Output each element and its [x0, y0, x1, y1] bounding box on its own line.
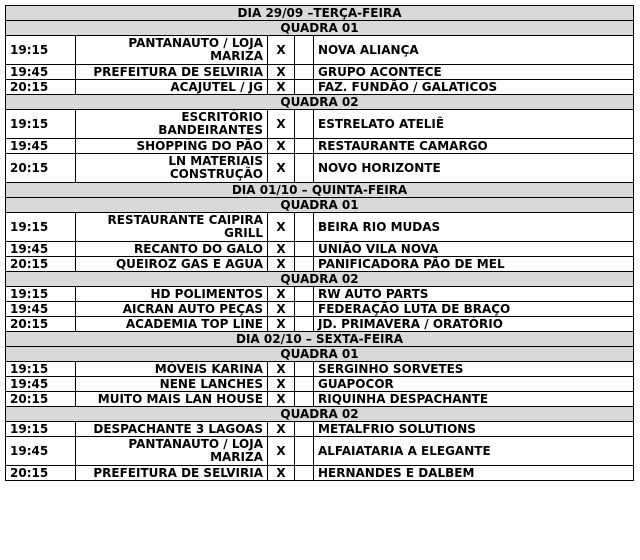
game-time: 20:15 — [6, 466, 76, 481]
court-header: QUADRA 01 — [6, 21, 634, 36]
spacer-cell — [295, 257, 314, 272]
day-header: DIA 01/10 – QUINTA-FEIRA — [6, 183, 634, 198]
away-team: RW AUTO PARTS — [314, 287, 634, 302]
schedule-body — [6, 6, 634, 481]
game-time: 19:45 — [6, 437, 76, 466]
game-row — [6, 154, 634, 183]
game-row — [6, 466, 634, 481]
home-team: RECANTO DO GALO — [76, 242, 268, 257]
game-time: 20:15 — [6, 257, 76, 272]
game-time: 19:45 — [6, 302, 76, 317]
game-row — [6, 139, 634, 154]
versus-mark: X — [268, 362, 295, 377]
away-team: ESTRELATO ATELIÊ — [314, 110, 634, 139]
court-header: QUADRA 01 — [6, 198, 634, 213]
versus-mark: X — [268, 317, 295, 332]
away-team: UNIÃO VILA NOVA — [314, 242, 634, 257]
versus-mark: X — [268, 422, 295, 437]
game-row — [6, 392, 634, 407]
away-team: GUAPOCOR — [314, 377, 634, 392]
game-time: 19:45 — [6, 139, 76, 154]
versus-mark: X — [268, 154, 295, 183]
court-header-row — [6, 21, 634, 36]
game-row — [6, 302, 634, 317]
versus-mark: X — [268, 302, 295, 317]
home-team: ESCRITÓRIO BANDEIRANTES — [76, 110, 268, 139]
away-team: METALFRIO SOLUTIONS — [314, 422, 634, 437]
spacer-cell — [295, 466, 314, 481]
game-time: 19:15 — [6, 110, 76, 139]
home-team: MÓVEIS KARINA — [76, 362, 268, 377]
home-team: SHOPPING DO PÃO — [76, 139, 268, 154]
versus-mark: X — [268, 139, 295, 154]
game-row — [6, 362, 634, 377]
court-header: QUADRA 02 — [6, 272, 634, 287]
home-team: HD POLIMENTOS — [76, 287, 268, 302]
versus-mark: X — [268, 65, 295, 80]
day-header: DIA 02/10 – SEXTA-FEIRA — [6, 332, 634, 347]
game-row — [6, 287, 634, 302]
game-time: 20:15 — [6, 154, 76, 183]
court-header: QUADRA 02 — [6, 407, 634, 422]
spacer-cell — [295, 317, 314, 332]
game-time: 19:15 — [6, 213, 76, 242]
spacer-cell — [295, 422, 314, 437]
away-team: PANIFICADORA PÃO DE MEL — [314, 257, 634, 272]
home-team: ACADEMIA TOP LINE — [76, 317, 268, 332]
game-row — [6, 242, 634, 257]
court-header-row — [6, 95, 634, 110]
away-team: RESTAURANTE CAMARGO — [314, 139, 634, 154]
home-team: AICRAN AUTO PEÇAS — [76, 302, 268, 317]
court-header-row — [6, 272, 634, 287]
game-row — [6, 422, 634, 437]
home-team: ACAJUTEL / JG — [76, 80, 268, 95]
court-header-row — [6, 347, 634, 362]
game-time: 19:15 — [6, 422, 76, 437]
versus-mark: X — [268, 36, 295, 65]
away-team: GRUPO ACONTECE — [314, 65, 634, 80]
game-row — [6, 257, 634, 272]
day-header-row — [6, 332, 634, 347]
home-team: PREFEITURA DE SELVIRIA — [76, 466, 268, 481]
day-header-row — [6, 6, 634, 21]
versus-mark: X — [268, 437, 295, 466]
spacer-cell — [295, 110, 314, 139]
away-team: NOVA ALIANÇA — [314, 36, 634, 65]
spacer-cell — [295, 377, 314, 392]
away-team: FEDERAÇÃO LUTA DE BRAÇO — [314, 302, 634, 317]
spacer-cell — [295, 139, 314, 154]
home-team: QUEIROZ GAS E AGUA — [76, 257, 268, 272]
game-time: 19:45 — [6, 377, 76, 392]
schedule-wrapper — [5, 5, 633, 481]
home-team: LN MATERIAIS CONSTRUÇÃO — [76, 154, 268, 183]
home-team: PANTANAUTO / LOJA MARIZA — [76, 36, 268, 65]
game-row — [6, 317, 634, 332]
versus-mark: X — [268, 392, 295, 407]
court-header: QUADRA 02 — [6, 95, 634, 110]
versus-mark: X — [268, 287, 295, 302]
home-team: MUITO MAIS LAN HOUSE — [76, 392, 268, 407]
court-header: QUADRA 01 — [6, 347, 634, 362]
away-team: NOVO HORIZONTE — [314, 154, 634, 183]
game-time: 19:45 — [6, 65, 76, 80]
game-row — [6, 213, 634, 242]
spacer-cell — [295, 437, 314, 466]
spacer-cell — [295, 242, 314, 257]
spacer-cell — [295, 65, 314, 80]
versus-mark: X — [268, 213, 295, 242]
away-team: FAZ. FUNDÃO / GALATICOS — [314, 80, 634, 95]
versus-mark: X — [268, 466, 295, 481]
spacer-cell — [295, 213, 314, 242]
home-team: DESPACHANTE 3 LAGOAS — [76, 422, 268, 437]
home-team: NENE LANCHES — [76, 377, 268, 392]
spacer-cell — [295, 80, 314, 95]
versus-mark: X — [268, 377, 295, 392]
game-row — [6, 377, 634, 392]
away-team: BEIRA RIO MUDAS — [314, 213, 634, 242]
game-time: 20:15 — [6, 317, 76, 332]
away-team: SERGINHO SORVETES — [314, 362, 634, 377]
home-team: PREFEITURA DE SELVIRIA — [76, 65, 268, 80]
game-time: 19:15 — [6, 287, 76, 302]
game-time: 20:15 — [6, 80, 76, 95]
day-header: DIA 29/09 –TERÇA-FEIRA — [6, 6, 634, 21]
game-row — [6, 65, 634, 80]
court-header-row — [6, 407, 634, 422]
game-row — [6, 110, 634, 139]
game-schedule-table — [5, 5, 634, 481]
home-team: PANTANAUTO / LOJA MARIZA — [76, 437, 268, 466]
game-row — [6, 437, 634, 466]
game-time: 20:15 — [6, 392, 76, 407]
game-row — [6, 36, 634, 65]
home-team: RESTAURANTE CAIPIRA GRILL — [76, 213, 268, 242]
game-row — [6, 80, 634, 95]
spacer-cell — [295, 392, 314, 407]
away-team: JD. PRIMAVERA / ORATÓRIO — [314, 317, 634, 332]
spacer-cell — [295, 154, 314, 183]
away-team: ALFAIATARIA A ELEGANTE — [314, 437, 634, 466]
spacer-cell — [295, 287, 314, 302]
spacer-cell — [295, 362, 314, 377]
game-time: 19:15 — [6, 36, 76, 65]
versus-mark: X — [268, 257, 295, 272]
day-header-row — [6, 183, 634, 198]
away-team: RIQUINHA DESPACHANTE — [314, 392, 634, 407]
away-team: HERNANDES E DALBEM — [314, 466, 634, 481]
court-header-row — [6, 198, 634, 213]
spacer-cell — [295, 302, 314, 317]
versus-mark: X — [268, 242, 295, 257]
game-time: 19:15 — [6, 362, 76, 377]
game-time: 19:45 — [6, 242, 76, 257]
versus-mark: X — [268, 110, 295, 139]
versus-mark: X — [268, 80, 295, 95]
spacer-cell — [295, 36, 314, 65]
